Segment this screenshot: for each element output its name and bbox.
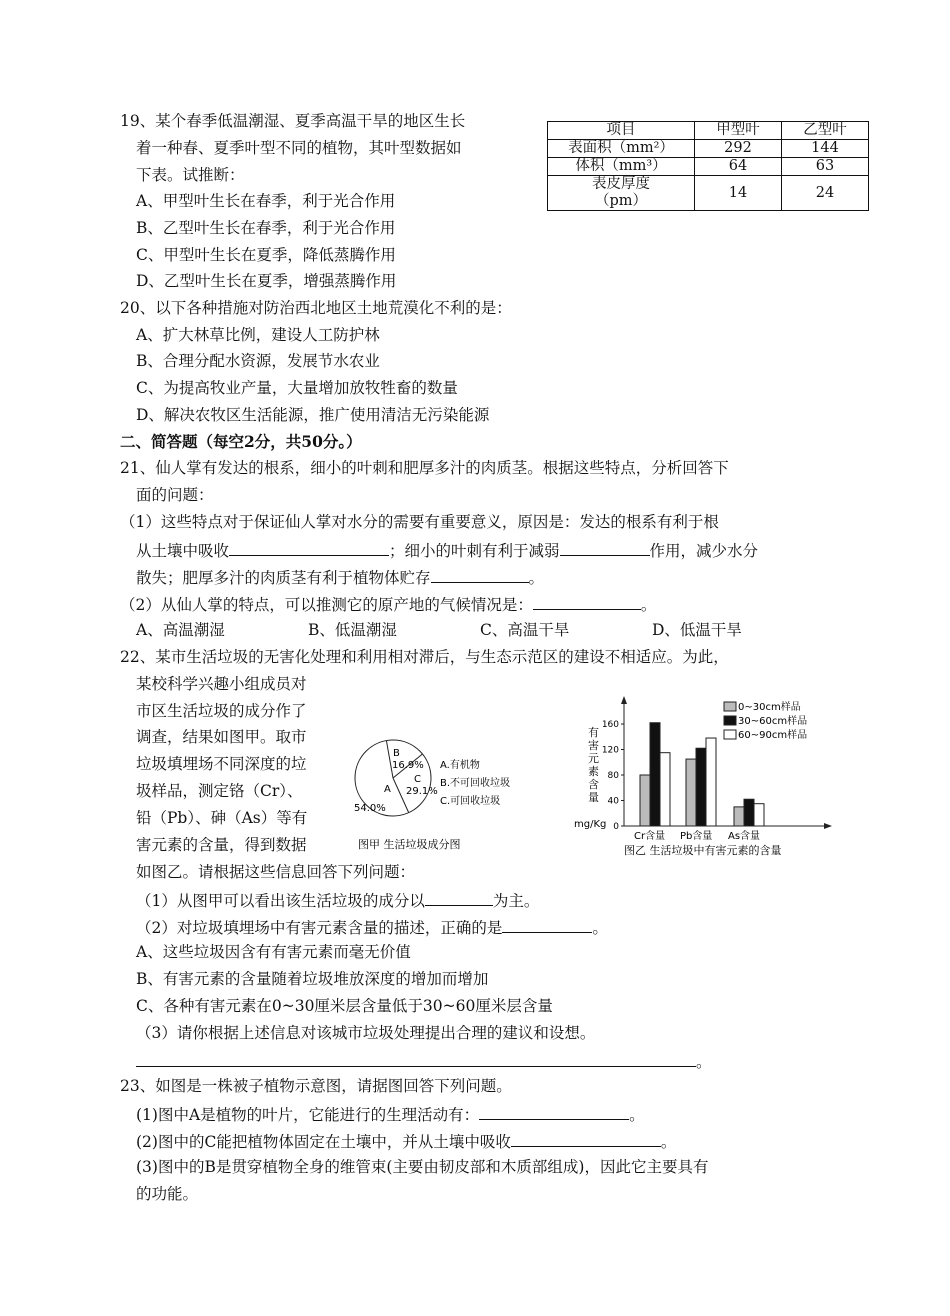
q21-p1-line2: [136, 539, 758, 561]
q22-left-line: 铅（Pb）、砷（As）等有: [136, 809, 308, 827]
answer-blank[interactable]: [502, 916, 592, 933]
q20-option-b: B、合理分配水资源，发展节水农业: [136, 352, 380, 370]
q19-option-b: B、乙型叶生长在春季，利于光合作用: [136, 219, 396, 237]
pie-caption: 图甲 生活垃圾成分图: [358, 838, 461, 851]
q22-left-line: 垃圾填埋场不同深度的垃: [136, 755, 307, 773]
x-categories: [634, 829, 760, 842]
pie-legend-a: A.有机物: [440, 760, 480, 771]
text: 从土壤中吸收: [136, 542, 230, 560]
q20-option-c: C、为提高牧业产量，大量增加放牧牲畜的数量: [136, 379, 458, 397]
y-axis-arrow: [621, 696, 627, 704]
q22-option-a: A、这些垃圾因含有有害元素而毫无价值: [136, 943, 411, 961]
q22-p3-answer: [136, 1050, 712, 1072]
bar-chart-figure: [574, 696, 844, 862]
y-ticks: [602, 720, 624, 832]
table-header: 乙型叶: [782, 122, 869, 140]
q20-stem: 20、以下各种措施对防治西北地区土地荒漠化不利的是：: [120, 299, 512, 317]
pie-chart-figure: [348, 738, 558, 858]
q22-option-c: C、各种有害元素在0~30厘米层含量低于30~60厘米层含量: [136, 997, 553, 1015]
text: 。: [592, 919, 608, 937]
leaf-type-table: [547, 121, 869, 211]
answer-blank[interactable]: [560, 539, 650, 556]
q19-option-c: C、甲型叶生长在夏季，降低蒸腾作用: [136, 246, 396, 264]
text: 作用，减少水分: [649, 542, 759, 560]
q19-stem-line2: 着一种春、夏季叶型不同的植物，其叶型数据如: [136, 139, 462, 157]
q21-option-d: D、低温干旱: [652, 621, 742, 639]
y-label-char: 素: [588, 765, 599, 778]
q22-left-line: 害元素的含量，得到数据: [136, 836, 307, 854]
q22-p1: [136, 889, 539, 911]
text: 。: [528, 569, 545, 587]
y-tick-label: 0: [613, 822, 619, 832]
pie-legend-b: B.不可回收垃圾: [440, 778, 511, 789]
y-label-char: 有: [588, 726, 599, 739]
text: （2）对垃圾填埋场中有害元素含量的描述，正确的是: [136, 919, 503, 937]
y-label-char: 量: [588, 791, 599, 804]
text: (2)图中的C能把植物体固定在土壤中，并从土壤中吸收: [136, 1133, 511, 1151]
text: ；细小的叶刺有利于减弱: [389, 542, 560, 560]
pie-legend-c: C.可回收垃圾: [440, 796, 501, 807]
bar: [686, 759, 696, 826]
bar: [706, 738, 716, 826]
legend-label: 0~30cm样品: [738, 702, 801, 713]
table-header: 甲型叶: [695, 122, 782, 140]
q21-p1-line3: [136, 566, 544, 588]
bar-legend: [724, 700, 807, 741]
q21-p1-line1: （1）这些特点对于保证仙人掌对水分的需要有重要意义，原因是：发达的根系有利于根: [120, 513, 719, 531]
q22-left-line: 调查，结果如图甲。取市: [136, 728, 307, 746]
answer-blank[interactable]: [533, 593, 641, 610]
legend-swatch: [724, 716, 736, 725]
table-cell: 144: [782, 140, 869, 158]
bar: [640, 775, 650, 826]
x-category-label: As含量: [728, 831, 761, 842]
text: 。: [660, 1133, 677, 1151]
text: 。: [629, 1106, 645, 1124]
q22-option-b: B、有害元素的含量随着垃圾堆放深度的增加而增加: [136, 970, 489, 988]
answer-blank[interactable]: [511, 1130, 661, 1147]
y-axis-label: [588, 726, 599, 804]
table-cell: 64: [695, 158, 782, 176]
text: （1）从图甲可以看出该生活垃圾的成分以: [136, 892, 425, 910]
text: （2）从仙人掌的特点，可以推测它的原产地的气候情况是：: [120, 596, 533, 614]
y-tick-label: 160: [601, 720, 619, 730]
q19-option-a: A、甲型叶生长在春季，利于光合作用: [136, 192, 396, 210]
y-label-char: 害: [588, 739, 599, 752]
y-tick-label: 120: [601, 745, 619, 756]
q19-stem-line1: 19、某个春季低温潮湿、夏季高温干旱的地区生长: [120, 112, 466, 130]
q22-stem-line1: 22、某市生活垃圾的无害化处理和利用相对滞后，与生态示范区的建设不相适应。为此，: [120, 648, 729, 666]
table-cell-line: 表皮厚度: [592, 176, 650, 192]
pie-slice-label-b: B: [393, 748, 400, 759]
bar: [696, 748, 706, 826]
text: 。: [640, 596, 657, 614]
table-cell: 292: [695, 140, 782, 158]
text: 。: [696, 1053, 712, 1071]
table-header: 项目: [548, 122, 695, 140]
pie-slice-pct-a: 54.0%: [354, 803, 386, 814]
q22-left-line: 某校科学兴趣小组成员对: [136, 675, 307, 693]
pie-slice-pct-c: 29.1%: [406, 786, 438, 797]
bar: [754, 804, 764, 826]
text: 散失；肥厚多汁的肉质茎有利于植物体贮存: [136, 569, 431, 587]
table-cell-line: （pm）: [594, 193, 648, 209]
q20-option-d: D、解决农牧区生活能源，推广使用清洁无污染能源: [136, 406, 490, 424]
q19-option-d: D、乙型叶生长在夏季，增强蒸腾作用: [136, 272, 397, 290]
answer-blank[interactable]: [229, 539, 389, 556]
q23-p3-line1: (3)图中的B是贯穿植物全身的维管束(主要由韧皮部和木质部组成)，因此它主要具有: [136, 1158, 709, 1176]
text: (1)图中A是植物的叶片，它能进行的生理活动有：: [136, 1106, 480, 1124]
section-heading: 二、简答题（每空2分，共50分。）: [120, 432, 362, 451]
legend-swatch: [724, 730, 736, 739]
bar: [660, 753, 670, 826]
q21-options: [136, 620, 742, 640]
q21-stem-line1: 21、仙人掌有发达的根系，细小的叶刺和肥厚多汁的肉质茎。根据这些特点，分析回答下: [120, 459, 729, 477]
bar-chart-title: 图乙 生活垃圾中有害元素的含量: [624, 844, 782, 857]
pie-slice-label-c: C: [414, 774, 421, 785]
q19-stem-line3: 下表。试推断：: [136, 166, 245, 184]
q21-option-b: B、低温潮湿: [308, 621, 397, 639]
table-cell: 24: [782, 176, 869, 211]
table-cell: 63: [782, 158, 869, 176]
bar: [650, 723, 660, 826]
y-tick-label: 80: [607, 771, 619, 781]
q22-p3: （3）请你根据上述信息对该城市垃圾处理提出合理的建议和设想。: [136, 1024, 596, 1042]
q21-option-c: C、高温干旱: [480, 621, 570, 639]
q21-stem-line2: 面的问题：: [136, 486, 214, 504]
q22-stem-end: 如图乙。请根据这些信息回答下列问题：: [136, 863, 416, 881]
text: 为主。: [492, 892, 540, 910]
q23-p2: [136, 1130, 676, 1152]
legend-label: 60~90cm样品: [738, 730, 808, 741]
pie-slice-pct-b: 16.9%: [392, 760, 424, 771]
q23-stem: 23、如图是一株被子植物示意图，请据图回答下列问题。: [120, 1077, 512, 1095]
pie-slice-label-a: A: [384, 784, 391, 795]
q20-option-a: A、扩大林草比例，建设人工防护林: [136, 326, 380, 344]
y-label-char: 元: [588, 752, 599, 765]
legend-swatch: [724, 702, 736, 711]
bar: [734, 807, 744, 826]
q23-p3-line2: 的功能。: [136, 1185, 199, 1203]
y-unit: mg/Kg: [574, 819, 607, 830]
bar: [744, 799, 754, 826]
x-category-label: Pb含量: [680, 831, 713, 842]
answer-blank[interactable]: [479, 1103, 629, 1120]
table-cell: 体积（mm³）: [548, 158, 695, 176]
table-cell: [548, 176, 695, 211]
answer-blank[interactable]: [425, 889, 493, 906]
answer-blank[interactable]: [136, 1050, 696, 1067]
y-tick-label: 40: [607, 796, 619, 807]
table-cell: 14: [695, 176, 782, 211]
q22-left-line: 圾样品，测定铬（Cr）、: [136, 782, 303, 800]
legend-label: 30~60cm样品: [738, 716, 808, 727]
q21-p2: [120, 593, 656, 615]
q22-left-line: 市区生活垃圾的成分作了: [136, 702, 307, 720]
q23-p1: [136, 1103, 645, 1125]
x-axis-arrow: [824, 823, 832, 829]
table-cell: 表面积（mm²）: [548, 140, 695, 158]
y-label-char: 含: [588, 778, 599, 791]
answer-blank[interactable]: [431, 566, 529, 583]
x-category-label: Cr含量: [634, 831, 666, 842]
q21-option-a: A、高温潮湿: [136, 621, 225, 639]
q22-p2: [136, 916, 608, 938]
